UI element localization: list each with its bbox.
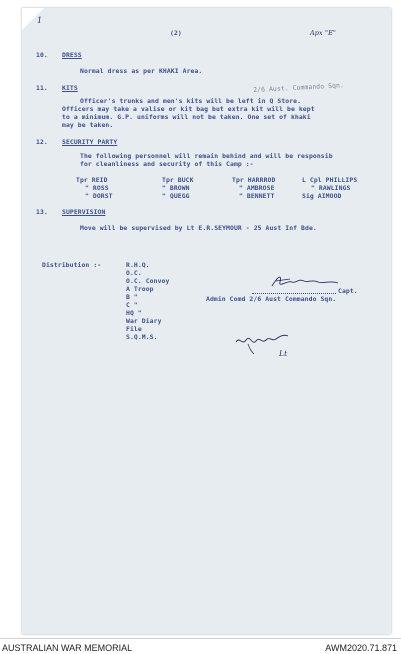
page-number: (2) bbox=[170, 29, 182, 37]
handwritten-rank: Lt bbox=[279, 349, 288, 358]
distribution-label: Distribution :- bbox=[42, 261, 102, 269]
section-body-line: for cleanliness and security of this Camp :- bbox=[80, 160, 254, 168]
distribution-item: O.C. Convoy bbox=[126, 277, 170, 285]
archive-footer bbox=[0, 638, 401, 654]
section-number: 12. bbox=[36, 138, 48, 146]
distribution-item: War Diary bbox=[126, 317, 162, 325]
section-body-line: Move will be supervised by Lt E.R.SEYMOUR - 25 Aust Inf Bde. bbox=[80, 224, 317, 232]
personnel-entry: " AMBROSE bbox=[239, 184, 275, 192]
section-number: 11. bbox=[36, 84, 48, 92]
section-title: SUPERVISION bbox=[62, 208, 106, 216]
section-body-line: to a minimum. G.P. uniforms will not be taken. One set of khaki bbox=[62, 113, 311, 121]
distribution-item: File bbox=[126, 325, 142, 333]
annex-note: Apx "E" bbox=[310, 29, 337, 37]
personnel-entry: Tpr BUCK bbox=[162, 176, 194, 184]
section-body-line: Officer's trunks and men's kits will be left in Q Store. bbox=[80, 97, 302, 105]
distribution-item: O.C. bbox=[126, 269, 142, 277]
personnel-entry: L Cpl PHILLIPS bbox=[302, 176, 358, 184]
signatory-rank: Capt. bbox=[338, 287, 358, 295]
section-title: SECURITY PARTY bbox=[62, 138, 118, 146]
personnel-entry: " BENNETT bbox=[239, 192, 275, 200]
personnel-entry: " QUEGG bbox=[162, 192, 190, 200]
page-margin-mark: 1 bbox=[37, 16, 43, 25]
personnel-entry: Tpr REID bbox=[76, 176, 108, 184]
section-body-line: Normal dress as per KHAKI Area. bbox=[80, 67, 203, 75]
signatory-title: Admin Comd 2/6 Aust Commando Sqn. bbox=[206, 295, 337, 303]
personnel-entry: " BROWN bbox=[162, 184, 190, 192]
section-body-line: The following personnel will remain behind and will be responsib bbox=[80, 152, 333, 160]
archive-reference: AWM2020.71.871 bbox=[325, 643, 397, 653]
personnel-entry: " DORST bbox=[85, 192, 113, 200]
distribution-item: R.H.Q. bbox=[126, 261, 150, 269]
personnel-entry: Sig AIMOOD bbox=[302, 192, 342, 200]
section-body-line: Officers may take a valise or kit bag but extra kit will be kept bbox=[62, 105, 315, 113]
unit-stamp: 2/6 Aust. Commando Sqn. bbox=[253, 81, 345, 94]
section-number: 13. bbox=[36, 208, 48, 216]
distribution-item: S.Q.M.S. bbox=[126, 333, 158, 341]
signature-line bbox=[252, 293, 336, 294]
distribution-item: C " bbox=[126, 301, 138, 309]
distribution-item: HQ " bbox=[126, 309, 142, 317]
section-title: DRESS bbox=[62, 51, 82, 59]
handwritten-signature bbox=[268, 272, 348, 292]
distribution-item: B " bbox=[126, 293, 138, 301]
personnel-entry: " ROSS bbox=[85, 184, 109, 192]
distribution-item: A Troop bbox=[126, 285, 154, 293]
section-body-line: may be taken. bbox=[62, 121, 114, 129]
personnel-entry: Tpr HARRROD bbox=[232, 176, 276, 184]
section-title: KITS bbox=[62, 84, 78, 92]
personnel-entry: " RAWLINGS bbox=[311, 184, 351, 192]
section-number: 10. bbox=[36, 51, 48, 59]
archive-name: AUSTRALIAN WAR MEMORIAL bbox=[2, 643, 133, 653]
